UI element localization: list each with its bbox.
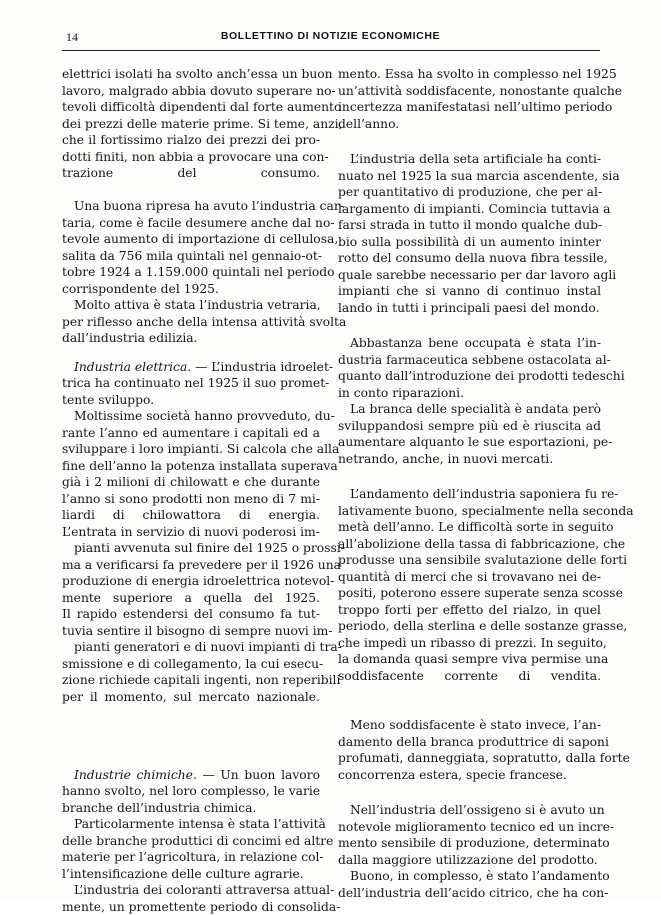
text-line: la domanda quasi sempre viva permise una — [338, 651, 601, 668]
text-line: mente superiore a quella del 1925. — [62, 590, 320, 607]
paragraph-gap — [338, 467, 601, 486]
text-line: nuato nel 1925 la sua marcia ascendente, sia — [338, 168, 601, 185]
text-line: per quantitativo di produzione, che per al- — [338, 184, 601, 201]
text-line: materie per l’agricoltura, in relazione col- — [62, 849, 320, 866]
text-line: ma a verificarsi fa prevedere per il 1926 una — [62, 557, 320, 574]
text-line: un’attività soddisfacente, nonostante qualche — [338, 83, 601, 100]
text-line: quanto dall’introduzione dei prodotti tedeschi — [338, 368, 601, 385]
text-line: rotto del consumo della nuova fibra tessile, — [338, 250, 601, 267]
text-line: dell’industria dell’acido citrico, che ha con- — [338, 885, 601, 902]
text-line: Nell’industria dell’ossigeno si è avuto un — [338, 802, 601, 819]
text-line: l’anno si sono prodotti non meno di 7 mi- — [62, 491, 320, 508]
text-line — [62, 705, 320, 722]
text-line: produsse una sensibile svalutazione delle forti — [338, 552, 601, 569]
text-line: lavoro, malgrado abbia dovuto superare no- — [62, 83, 320, 100]
section-heading: Industria elettrica. — [74, 360, 191, 374]
text-line: Meno soddisfacente è stato invece, l’an- — [338, 717, 601, 734]
text-line: La branca delle specialità è andata però — [338, 401, 601, 418]
text-line: mento. Essa ha svolto in complesso nel 1925 — [338, 66, 601, 83]
right-column — [338, 66, 601, 901]
heading-tail: — Un buon lavoro — [197, 768, 320, 782]
text-line: L’industria della seta artificiale ha conti- — [338, 151, 601, 168]
paragraph-gap — [338, 132, 601, 151]
text-line: positi, poterono essere superate senza scosse — [338, 585, 601, 602]
text-line: tevoli difficoltà dipendenti dal forte aumento — [62, 99, 320, 116]
text-line: mente, un promettente periodo di consolida- — [62, 899, 320, 915]
text-line — [338, 684, 601, 701]
text-line: Molto attiva è stata l’industria vetraria, — [62, 297, 320, 314]
text-line: Moltissime società hanno provveduto, du- — [62, 408, 320, 425]
text-line: quale sarebbe necessario per dar lavoro agli — [338, 267, 601, 284]
text-line: tevole aumento di importazione di cellulosa, — [62, 231, 320, 248]
text-line: farsi strada in tutto il mondo qualche dub- — [338, 217, 601, 234]
paragraph-gap — [338, 783, 601, 802]
text-line: che impedì un ribasso di prezzi. In seguito, — [338, 635, 601, 652]
text-line: trazione del consumo. — [62, 165, 320, 182]
text-line: aumentare alquanto le sue esportazioni, pe- — [338, 434, 601, 451]
text-line: troppo forti per effetto del rialzo, in quel — [338, 602, 601, 619]
text-line: dei prezzi delle materie prime. Si teme, anzi, — [62, 116, 320, 133]
text-line: sviluppandosi sempre più ed è riuscita ad — [338, 418, 601, 435]
text-line: netrando, anche, in nuovi mercati. — [338, 451, 601, 468]
text-line: zione richiede capitali ingenti, non reperibili — [62, 672, 320, 689]
text-line: Abbastanza bene occupata è stata l’in- — [338, 335, 601, 352]
text-line: Una buona ripresa ha avuto l’industria car- — [62, 198, 320, 215]
page-number: 14 — [66, 30, 78, 45]
text-line: L’entrata in servizio di nuovi poderosi im- — [62, 524, 320, 541]
text-line: Buono, in complesso, è stato l’andamento — [338, 868, 601, 885]
text-line: L’industria dei coloranti attraversa attual- — [62, 882, 320, 899]
text-line — [62, 722, 320, 739]
text-line: dotti finiti, non abbia a provocare una con- — [62, 149, 320, 166]
text-line: tente sviluppo. — [62, 392, 320, 409]
text-line: elettrici isolati ha svolto anch’essa un buon — [62, 66, 320, 83]
text-line: sviluppare i loro impianti. Si calcola che alla — [62, 441, 320, 458]
running-title: BOLLETTINO DI NOTIZIE ECONOMICHE — [0, 30, 661, 42]
text-line — [62, 738, 320, 755]
text-line — [62, 359, 320, 376]
text-line: concorrenza estera, specie francese. — [338, 767, 601, 784]
text-line: profumati, danneggiata, sopratutto, dalla forte — [338, 750, 601, 767]
text-line: trica ha continuato nel 1925 il suo promet- — [62, 375, 320, 392]
text-line: taria, come è facile desumere anche dal no- — [62, 215, 320, 232]
text-line: in conto riparazioni. — [338, 385, 601, 402]
text-line: tobre 1924 a 1.159.000 quintali nel periodo — [62, 264, 320, 281]
paragraph-gap — [62, 347, 320, 359]
text-line — [62, 767, 320, 784]
text-line: dell’anno. — [338, 116, 601, 133]
text-line: per il momento, sul mercato nazionale. — [62, 689, 320, 706]
text-line: salita da 756 mila quintali nel gennaio-ot- — [62, 248, 320, 265]
text-line: liardi di chilowattora di energia. — [62, 507, 320, 524]
heading-tail: — L’industria idroelet- — [191, 360, 333, 374]
text-line: largamento di impianti. Comincia tuttavia a — [338, 201, 601, 218]
text-line — [338, 701, 601, 718]
text-line: dall’industria edilizia. — [62, 330, 320, 347]
paragraph-gap — [338, 316, 601, 335]
text-line: bio sulla possibilità di un aumento ininter — [338, 234, 601, 251]
text-line: delle branche produttici di concimi ed altre — [62, 833, 320, 850]
text-line: branche dell’industria chimica. — [62, 800, 320, 817]
text-line: per riflesso anche della intensa attività svolta — [62, 314, 320, 331]
text-line: lando in tutti i principali paesi del mondo. — [338, 300, 601, 317]
text-line: smissione e di collegamento, la cui esecu- — [62, 656, 320, 673]
text-line: periodo, della sterlina e delle sostanze grasse, — [338, 618, 601, 635]
text-line: metà dell’anno. Le difficoltà sorte in seguito — [338, 519, 601, 536]
text-line: corrispondente del 1925. — [62, 281, 320, 298]
text-line: pianti avvenuta sul finire del 1925 o prossi- — [62, 540, 320, 557]
text-line: incertezza manifestatasi nell’ultimo periodo — [338, 99, 601, 116]
text-line: mento sensibile di produzione, determinato — [338, 835, 601, 852]
text-line: pianti generatori e di nuovi impianti di tra- — [62, 639, 320, 656]
text-line: produzione di energia idroelettrica notevol- — [62, 573, 320, 590]
text-line: L’andamento dell’industria saponiera fu re- — [338, 486, 601, 503]
text-line: hanno svolto, nel loro complesso, le varie — [62, 783, 320, 800]
text-line: che il fortissimo rialzo dei prezzi dei pro- — [62, 132, 320, 149]
paragraph-gap — [62, 755, 320, 767]
left-column — [62, 66, 320, 915]
text-line: rante l’anno ed aumentare i capitali ed a — [62, 425, 320, 442]
text-line: Il rapido estendersi del consumo fa tut- — [62, 606, 320, 623]
text-line: notevole miglioramento tecnico ed un incre- — [338, 819, 601, 836]
text-line: soddisfacente corrente di vendita. — [338, 668, 601, 685]
text-line: impianti che si vanno di continuo instal — [338, 283, 601, 300]
text-line: all’abolizione della tassa di fabbricazione, che — [338, 536, 601, 553]
text-line: già i 2 milioni di chilowatt e che durante — [62, 474, 320, 491]
header-rule — [62, 50, 600, 51]
text-line: quantità di merci che si trovavano nei de- — [338, 569, 601, 586]
section-heading: Industrie chimiche. — [74, 768, 197, 782]
text-line: l’intensificazione delle culture agrarie. — [62, 866, 320, 883]
text-line: Particolarmente intensa è stata l’attività — [62, 816, 320, 833]
text-line: dalla maggiore utilizzazione del prodotto. — [338, 852, 601, 869]
text-line: damento della branca produttrice di saponi — [338, 734, 601, 751]
text-line: lativamente buono, specialmente nella seconda — [338, 503, 601, 520]
text-line — [62, 182, 320, 199]
text-line: dustria farmaceutica sebbene ostacolata al- — [338, 352, 601, 369]
text-line: fine dell’anno la potenza installata superava — [62, 458, 320, 475]
text-line: tuvia sentire il bisogno di sempre nuovi im- — [62, 623, 320, 640]
